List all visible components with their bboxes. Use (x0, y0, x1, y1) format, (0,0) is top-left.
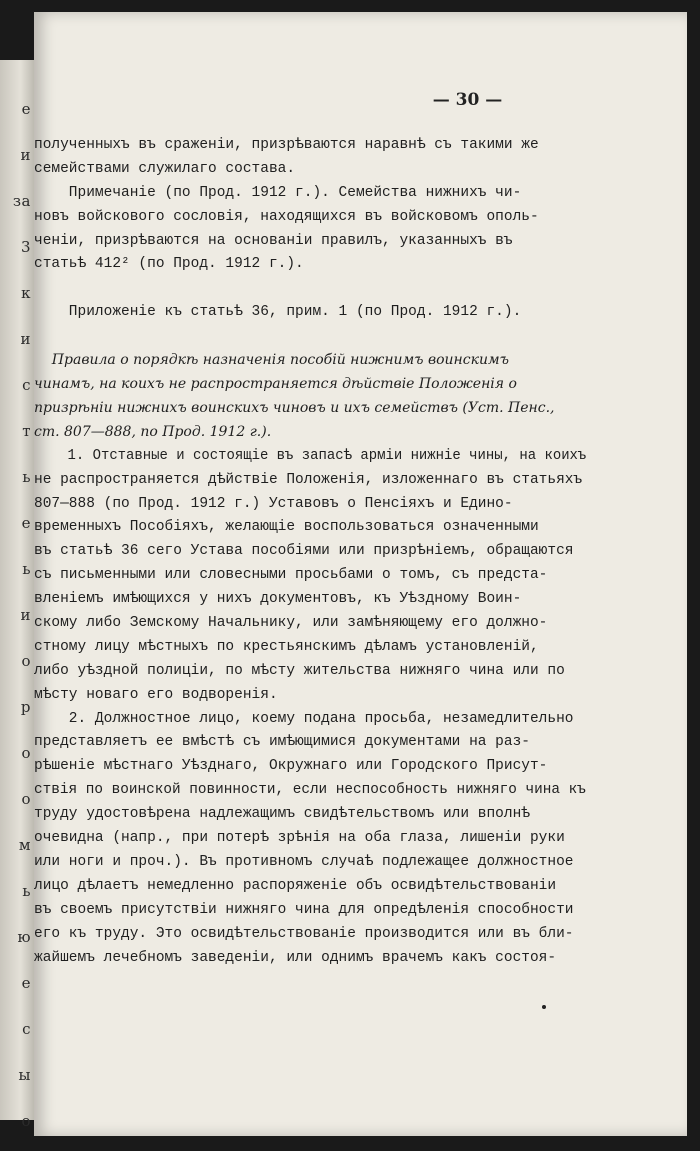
text-line: мѣсту новаго его водворенія. (34, 686, 278, 703)
facing-page-fragment: о (21, 744, 31, 762)
text-line: чинамъ, на коихъ не распространяется дѣйствіе Положенія о (34, 376, 517, 393)
text-line: вленіемъ имѣющихся у нихъ документовъ, къ Уѣздному Воин- (34, 591, 522, 608)
facing-page-fragment: ы (18, 1066, 31, 1084)
facing-page-edge (0, 60, 34, 1130)
facing-page-fragment: 3 (20, 238, 31, 256)
text-line: призрѣніи нижнихъ воинскихъ чиновъ и ихъ семействъ (Уст. Пенс., (34, 400, 555, 417)
text-line: ст. 807—888, по Прод. 1912 г.). (34, 423, 272, 440)
facing-page-fragment: о (21, 652, 31, 670)
text-line: семействами служилаго состава. (34, 160, 296, 177)
facing-page-fragment: и (20, 146, 31, 164)
text-line: 807—888 (по Прод. 1912 г.) Уставовъ о Пенсіяхъ и Едино- (34, 495, 513, 512)
text-line: Примечаніе (по Прод. 1912 г.). Семейства нижнихъ чи- (34, 184, 522, 201)
page-number: — 30 — (432, 90, 503, 110)
facing-page-fragment: е (21, 514, 31, 532)
facing-page-fragment: ь (22, 560, 31, 578)
text-line: или ноги и проч.). Въ противномъ случаѣ подлежащее должностное (34, 853, 574, 870)
facing-page-fragment: о (21, 790, 31, 808)
text-line: скому либо Земскому Начальнику, или замѣняющему его должно- (34, 615, 548, 632)
text-line: жайшемъ лечебномъ заведеніи, или однимъ врачемъ какъ состоя- (34, 949, 557, 966)
text-line: не распространяется дѣйствіе Положенія, изложеннаго въ статьяхъ (34, 471, 583, 488)
facing-page-fragment: к (21, 284, 31, 302)
text-line: въ статьѣ 36 сего Устава пособіями или призрѣніемъ, обращаются (34, 543, 574, 560)
page-sheet (34, 12, 687, 1136)
text-line: новъ войскового сословія, находящихся въ войсковомъ ополь- (34, 208, 539, 225)
text-line: полученныхъ въ сраженіи, призрѣваются наравнѣ съ такими же (34, 137, 539, 153)
facing-page-fragment: и (20, 330, 31, 348)
page-header (34, 90, 687, 110)
print-speck (542, 1005, 546, 1009)
facing-page-fragment: с (22, 1020, 31, 1038)
text-line: рѣшеніе мѣстнаго Уѣзднаго, Окружнаго или Городского Присут- (34, 758, 548, 775)
text-line: Правила о порядкѣ назначенія пособій нижнимъ воинскимъ (34, 352, 509, 369)
text-line: ченіи, призрѣваются на основаніи правилъ, указанныхъ въ (34, 232, 513, 249)
text-line: съ письменными или словесными просьбами о томъ, съ предста- (34, 567, 548, 584)
facing-page-fragment: е (21, 100, 31, 118)
text-line: ствія по воинской повинности, если неспособность нижняго чина къ (34, 782, 586, 799)
paragraph-gap (34, 325, 586, 349)
text-line: его къ труду. Это освидѣтельствованіе производится или въ бли- (34, 925, 574, 942)
facing-page-fragment: м (18, 836, 31, 854)
text-line: труду удостовѣрена надлежащимъ свидѣтельствомъ или вполнѣ (34, 806, 530, 823)
text-line: Приложеніе къ статьѣ 36, прим. 1 (по Прод. 1912 г.). (34, 304, 522, 321)
text-line: лицо дѣлаетъ немедленно распоряженіе объ освидѣтельствованіи (34, 877, 557, 894)
text-line: въ своемъ присутствіи нижняго чина для опредѣленія способности (34, 901, 574, 918)
facing-page-fragment: ь (22, 468, 31, 486)
facing-page-fragment: о (21, 1112, 31, 1130)
paragraph-gap (34, 277, 586, 301)
text-line: 1. Отставные и состоящіе въ запасѣ арміи нижніе чины, на коихъ (34, 447, 587, 464)
text-line: статьѣ 412² (по Прод. 1912 г.). (34, 256, 304, 273)
text-line: либо уѣздной полиціи, по мѣсту жительства нижняго чина или по (34, 662, 565, 679)
facing-page-fragment: р (20, 698, 31, 716)
text-line: временныхъ Пособіяхъ, желающіе воспользоваться означенными (34, 519, 539, 536)
facing-page-fragment: ю (17, 928, 31, 946)
text-line: представляетъ ее вмѣстѣ съ имѣющимися документами на раз- (34, 734, 530, 751)
facing-page-fragment: е (21, 974, 31, 992)
facing-page-fragment: т (22, 422, 31, 440)
text-line: очевидна (напр., при потерѣ зрѣнія на оба глаза, лишеніи руки (34, 830, 565, 847)
facing-page-fragment: с (22, 376, 31, 394)
facing-page-fragment: за (12, 192, 31, 210)
text-line: 2. Должностное лицо, коему подана просьба, незамедлительно (34, 710, 574, 727)
facing-page-fragment: и (20, 606, 31, 624)
page-body-text (34, 134, 586, 970)
facing-page-fragment: ь (22, 882, 31, 900)
text-line: стному лицу мѣстныхъ по крестьянскимъ дѣламъ установленій, (34, 638, 539, 655)
